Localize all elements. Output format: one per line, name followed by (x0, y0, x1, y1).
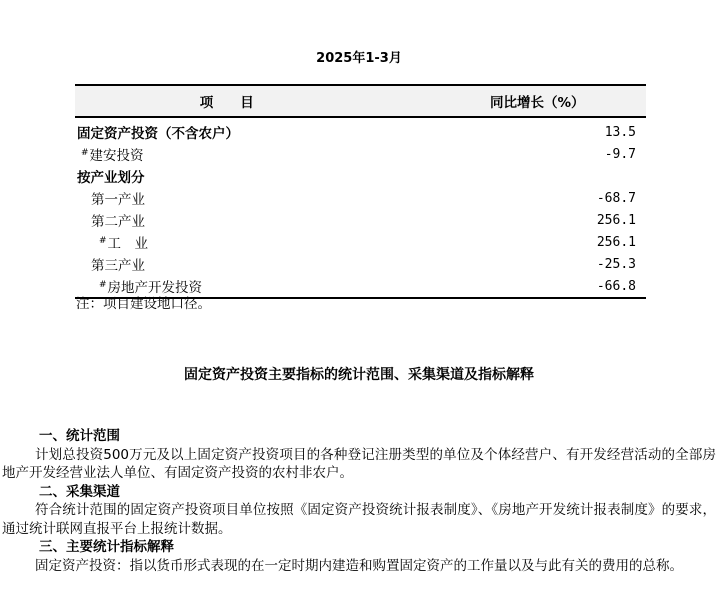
table-row (75, 143, 646, 165)
row-value: -68.7 (596, 190, 636, 206)
subset-mark: # (99, 236, 107, 246)
channel-paragraph: 符合统计范围的固定资产投资项目单位按照《固定资产投资统计报表制度》、《房地产开发统计报表制度》的要求，通过统计联网直报平台上报统计数据。 (2, 502, 716, 537)
row-value: -9.7 (604, 146, 636, 162)
row-label: #房地产开发投资 (75, 275, 379, 298)
row-value: -66.8 (379, 275, 647, 298)
header-item: 项 目 (75, 85, 379, 117)
row-value: 256.1 (596, 212, 636, 228)
row-value (379, 165, 647, 187)
subset-mark: # (99, 280, 107, 290)
row-label: 第一产业 (91, 192, 145, 208)
header-growth: 同比增长（%） (379, 85, 647, 117)
investment-growth-table (75, 84, 646, 299)
report-period: 2025年1-3月 (316, 51, 402, 66)
table-row (75, 165, 646, 187)
table-header-row (75, 85, 646, 117)
definition-paragraph: 固定资产投资：指以货币形式表现的在一定时期内建造和购置固定资产的工作量以及与此有关的费用的总称。 (35, 557, 683, 574)
scope-paragraph: 计划总投资500万元及以上固定资产投资项目的各种登记注册类型的单位及个体经营户、有开发经营活动的全部房地产开发经营业法人单位、有固定资产投资的农村非农户。 (2, 446, 716, 481)
explanation-body (2, 427, 716, 594)
table-note: 注：项目建设地口径。 (76, 296, 211, 312)
table-row (75, 231, 646, 253)
explanation-title: 固定资产投资主要指标的统计范围、采集渠道及指标解释 (184, 367, 534, 383)
row-value: -25.3 (596, 256, 636, 272)
channel-heading: 二、采集渠道 (39, 483, 120, 500)
row-value: 256.1 (596, 234, 636, 250)
row-label: 按产业划分 (77, 170, 145, 186)
scope-heading: 一、统计范围 (39, 428, 120, 444)
row-value: 13.5 (604, 124, 636, 140)
subset-mark: # (81, 148, 89, 158)
row-label: 固定资产投资（不含农户） (77, 126, 239, 142)
row-label: #工 业 (99, 236, 149, 252)
table-row (75, 117, 646, 143)
table-row (75, 209, 646, 231)
table-row (75, 187, 646, 209)
table-row (75, 253, 646, 275)
row-label: 第三产业 (91, 258, 145, 274)
row-label: #建安投资 (81, 148, 144, 164)
definition-heading: 三、主要统计指标解释 (39, 539, 174, 555)
row-label: 第二产业 (91, 214, 145, 230)
